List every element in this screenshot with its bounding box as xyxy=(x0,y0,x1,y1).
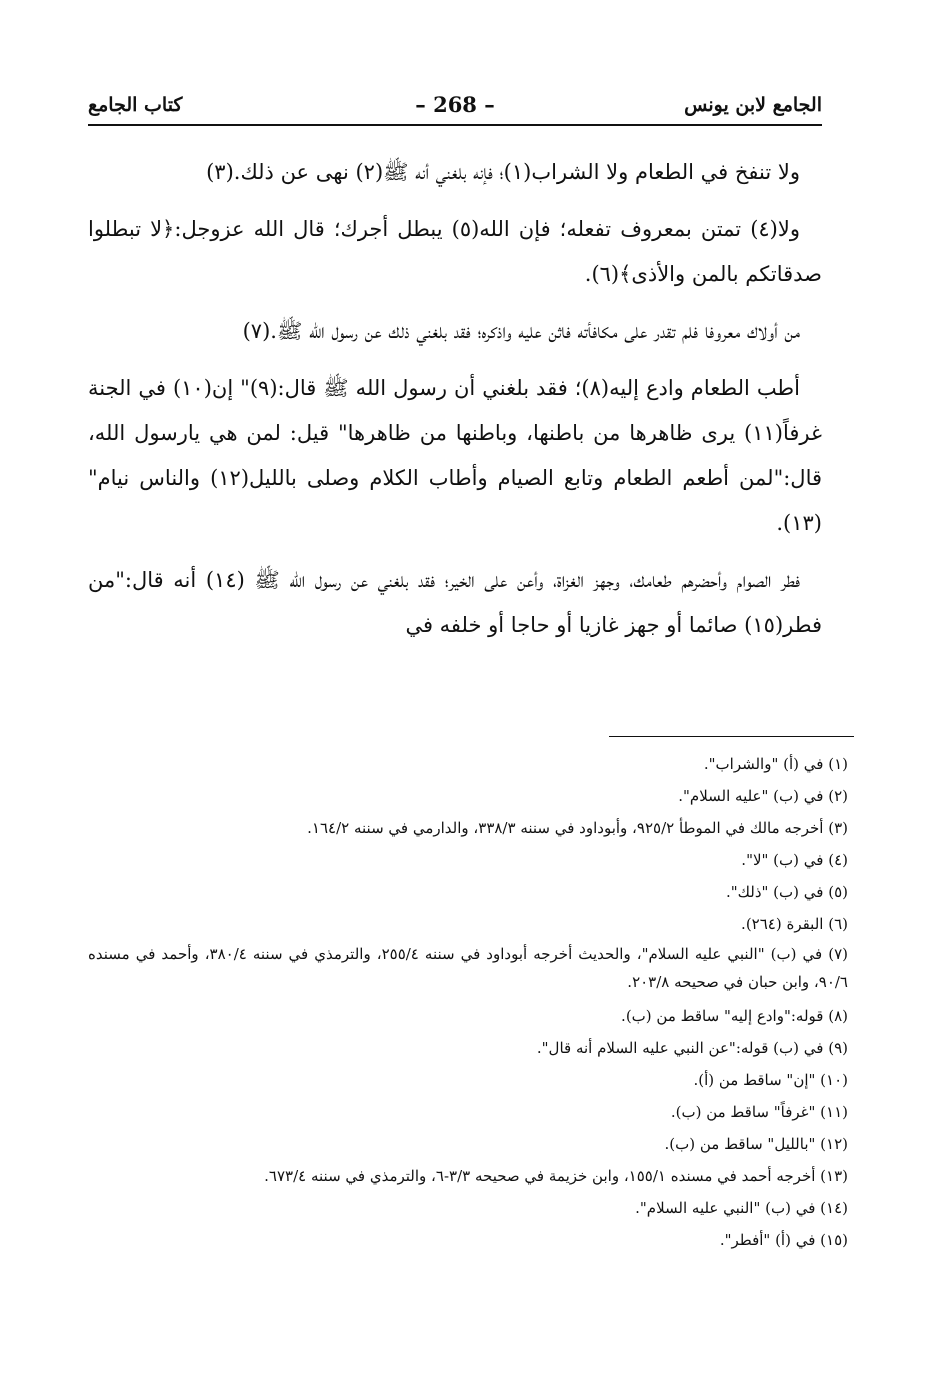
paragraph: ولا تنفخ في الطعام ولا الشراب(١)؛ فإنه بلغني أنه ﷺ(٢) نهى عن ذلك.(٣) xyxy=(206,160,800,184)
footnote: (٤) في (ب) "لا". xyxy=(741,851,848,869)
footnote: (١٠) "إن" ساقط من (أ). xyxy=(693,1071,848,1089)
footnote: (٩) في (ب) قوله:"عن النبي عليه السلام أنه قال". xyxy=(536,1039,848,1057)
paragraph: فطر الصوام وأحضرهم طعامك، وجهز الغزاة، وأعن على الخير؛ فقد بلغني عن رسول الله ﷺ (١٤) أنه قال:"من فطر(١٥) صائما أو جهز غازيا أو حاجا أو خلفه في xyxy=(88,568,822,637)
book-title: الجامع لابن يونس xyxy=(684,94,822,116)
footnote: (٥) في (ب) "ذلك". xyxy=(725,883,848,901)
footnote: (٢) في (ب) "عليه السلام". xyxy=(678,787,848,805)
chapter-title: كتاب الجامع xyxy=(88,94,183,116)
footnote: (١٤) في (ب) "النبي عليه السلام". xyxy=(635,1199,848,1217)
footnote: (١١) "غرفاً" ساقط من (ب). xyxy=(670,1103,848,1121)
footnote: (٧) في (ب) "النبي عليه السلام"، والحديث أخرجه أبوداود في سننه ٢٥٥/٤، والترمذي في سننه ٣٨٠/٤، وأحمد في مسنده ٩٠/٦، وابن حبان في صحيحه ٢٠٣/٨. xyxy=(88,945,848,991)
footnote: (١٥) في (أ) "أفطر". xyxy=(719,1231,848,1249)
footnote: (٦) البقرة (٢٦٤). xyxy=(741,915,848,933)
page-header xyxy=(88,90,822,126)
paragraph: أطب الطعام وادع إليه(٨)؛ فقد بلغني أن رسول الله ﷺ قال:(٩)" إن(١٠) في الجنة غرفاً(١١) يرى ظاهرها من باطنها، وباطنها من ظاهرها" قيل: لمن هي يارسول الله، قال:"لمن أطعم الطعام وتابع الصيام وأطاب الكلام وصلى بالليل(١٢) والناس نيام"(١٣). xyxy=(88,376,823,535)
footnote: (١٢) "بالليل" ساقط من (ب). xyxy=(664,1135,848,1153)
footnote: (٨) قوله:"وادع إليه" ساقط من (ب). xyxy=(621,1007,848,1025)
footnote-separator xyxy=(609,736,854,737)
paragraph: ولا(٤) تمتن بمعروف تفعله؛ فإن الله(٥) يبطل أجرك؛ قال الله عزوجل:﴿لا تبطلوا صدقاتكم بالمن والأذى﴾(٦). xyxy=(88,217,822,286)
footnote: (١) في (أ) "والشراب". xyxy=(703,755,848,773)
page-number: – 268 – xyxy=(415,92,495,117)
main-text xyxy=(88,150,822,660)
footnote: (١٣) أخرجه أحمد في مسنده ١٥٥/١، وابن خزيمة في صحيحه ٣/٣-٦، والترمذي في سننه ٦٧٣/٤. xyxy=(264,1167,848,1185)
footnotes xyxy=(88,748,848,1256)
paragraph: من أولاك معروفا فلم تقدر على مكافأته فاثن عليه واذكره؛ فقد بلغني ذلك عن رسول الله ﷺ.(٧) xyxy=(242,319,800,343)
footnote: (٣) أخرجه مالك في الموطأ ٩٢٥/٢، وأبوداود في سننه ٣٣٨/٣، والدارمي في سننه ١٦٤/٢. xyxy=(307,819,848,837)
